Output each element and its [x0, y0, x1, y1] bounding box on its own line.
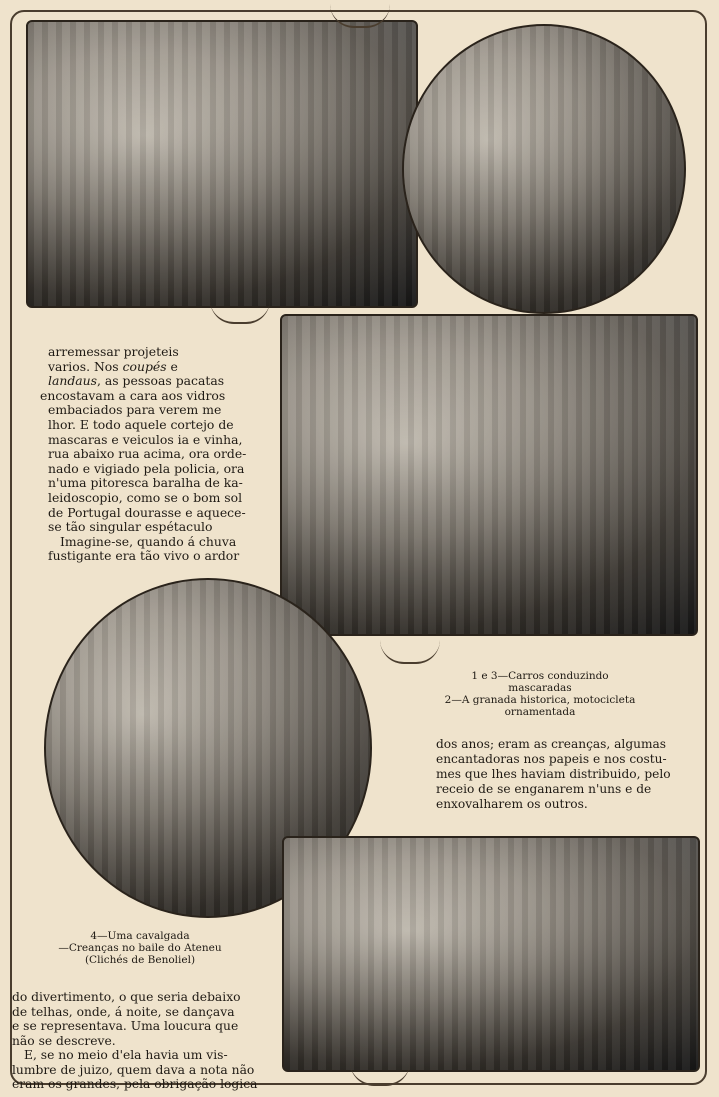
text-line: mes que lhes haviam distribuido, pelo [436, 767, 671, 781]
text-line: não se descreve. [12, 1033, 116, 1048]
photo-children-ball [282, 836, 700, 1072]
text-line: de Portugal dourasse e aquece- [48, 504, 246, 520]
text-line: E, se no meio d'ela havia um vis- [24, 1048, 228, 1062]
caption-line: (Clichés de Benoliel) [84, 954, 196, 966]
text-column-right-middle [436, 737, 706, 812]
photo-flower-motorcycle [402, 24, 686, 314]
text-line: encostavam a cara aos vidros [40, 387, 226, 403]
text-line: receio de se enganarem n'uns e de [436, 782, 652, 796]
caption-line: 4—Uma cavalgada [90, 930, 190, 942]
text-column-left-bottom [12, 990, 278, 1092]
caption-photos-4-5 [30, 930, 250, 966]
text-line: eram os grandes, pela obrigação logica [12, 1077, 258, 1091]
photo-carriage [26, 20, 418, 308]
text-line: do divertimento, o que seria debaixo [12, 990, 241, 1004]
text-line: embaciados para verem me [48, 402, 222, 418]
text-line: varios. Nos coupés e [48, 358, 178, 374]
text-line: Imagine-se, quando á chuva [60, 533, 237, 549]
text-line: lumbre de juizo, quem dava a nota não [12, 1062, 255, 1077]
text-line: enxovalharem os outros. [436, 797, 588, 811]
caption-photos-1-2-3 [410, 670, 670, 718]
text-line: encantadoras nos papeis e nos costu- [436, 752, 667, 766]
text-line: de telhas, onde, á noite, se dançava [12, 1004, 235, 1019]
caption-line: mascaradas [508, 682, 572, 694]
text-line: dos anos; eram as creanças, algumas [436, 737, 667, 751]
caption-line: 1 e 3—Carros conduzindo [471, 670, 609, 682]
caption-line: 2—A granada historica, motocicleta [444, 694, 636, 706]
text-line: e se representava. Uma loucura que [12, 1019, 239, 1033]
text-line: arremessar projeteis [48, 344, 179, 359]
text-line: n'uma pitoresca baralha de ka- [48, 475, 243, 491]
text-line: se tão singular espétaculo [48, 519, 213, 535]
text-line: lhor. E todo aquele cortejo de [48, 416, 234, 432]
caption-line: —Creanças no baile do Ateneu [58, 942, 222, 954]
text-line: landaus, as pessoas pacatas [48, 373, 225, 389]
text-line: fustigante era tão vivo o ardor [48, 548, 240, 564]
caption-line: ornamentada [504, 706, 576, 718]
text-line: rua abaixo rua acima, ora orde- [48, 446, 247, 462]
text-column-left-top [30, 345, 266, 564]
text-line: leidoscopio, como se o bom sol [48, 489, 243, 505]
text-line: nado e vigiado pela policia, ora [48, 460, 245, 476]
text-line: mascaras e veiculos ia e vinha, [48, 431, 243, 447]
